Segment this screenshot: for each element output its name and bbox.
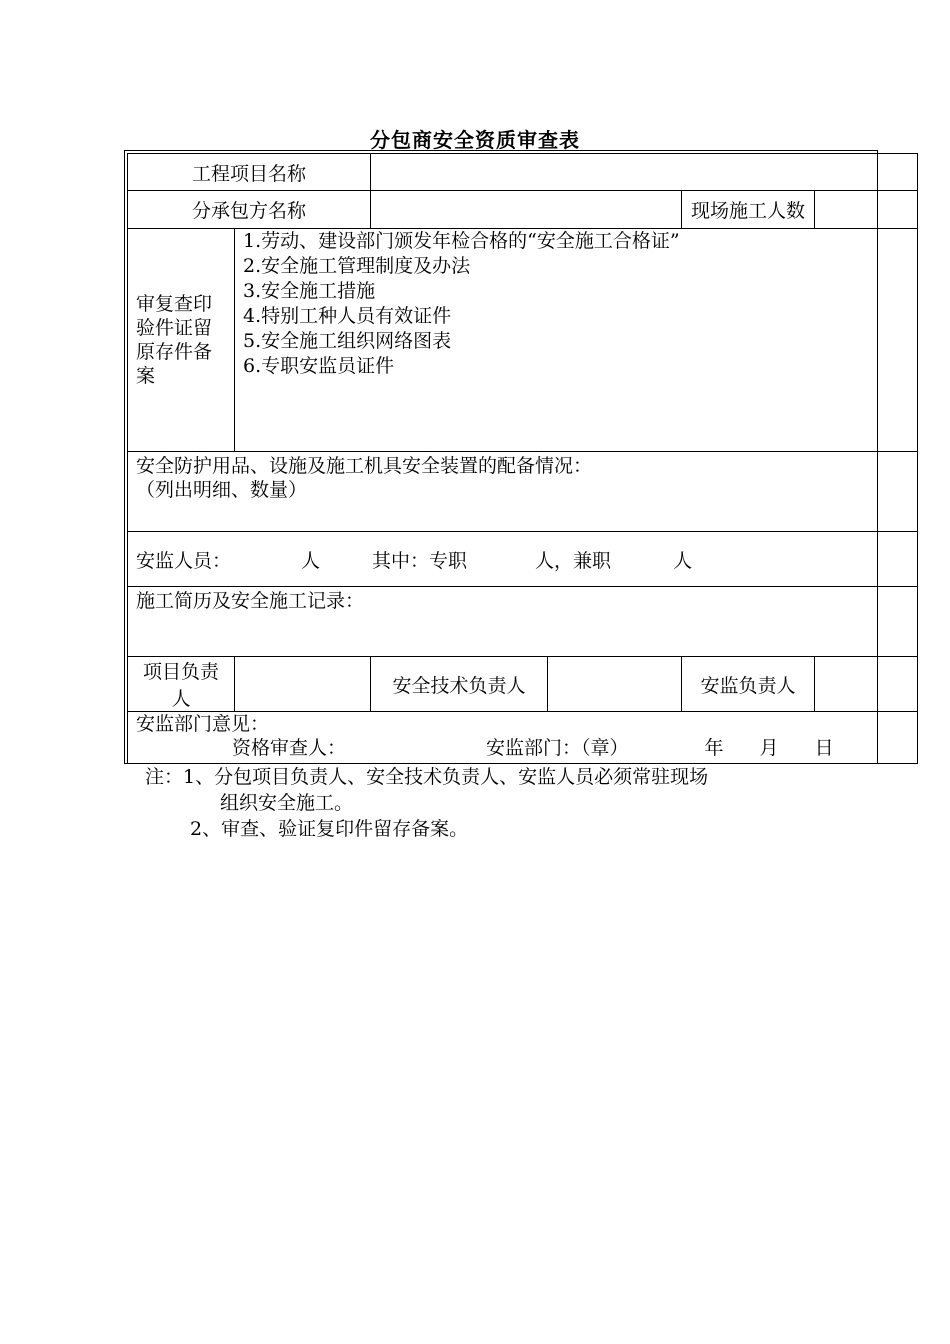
project-name-row xyxy=(128,154,918,191)
project-name-label: 工程项目名称 xyxy=(128,154,371,191)
review-item-5: 5.安全施工组织网络图表 xyxy=(243,330,452,352)
signers-row xyxy=(128,657,918,712)
project-lead-field[interactable] xyxy=(235,657,371,712)
review-item-4: 4.特别工种人员有效证件 xyxy=(243,305,452,327)
safety-lead-label: 安监负责人 xyxy=(682,657,815,712)
equipment-row xyxy=(128,452,918,532)
inspectors-fulltime-label: 其中：专职 xyxy=(372,549,468,572)
footnotes xyxy=(145,764,708,842)
project-name-field[interactable] xyxy=(371,154,918,191)
opinion-cell[interactable] xyxy=(128,712,918,764)
inspectors-label: 安监人员： xyxy=(136,549,232,572)
dept-stamp-label: 安监部门：（章） xyxy=(486,737,629,759)
subcontractor-label: 分承包方名称 xyxy=(128,191,371,229)
review-docs-label-text: 审复查印验件证留原存件备案 xyxy=(136,293,213,387)
inspectors-parttime-label: 人，兼职 xyxy=(535,549,612,572)
inspectors-cell[interactable] xyxy=(128,532,918,587)
year-label: 年 xyxy=(704,737,724,759)
history-cell[interactable] xyxy=(128,587,918,657)
note-1: 注：1、分包项目负责人、安全技术负责人、安监人员必须常驻现场 xyxy=(145,766,709,788)
equipment-note: （列出明细、数量） xyxy=(136,479,308,501)
note-1-continued: 组织安全施工。 xyxy=(220,792,354,814)
subcontractor-row xyxy=(128,191,918,229)
equipment-label: 安全防护用品、设施及施工机具安全装置的配备情况： xyxy=(136,455,593,477)
reviewer-label: 资格审查人： xyxy=(232,737,347,759)
history-row xyxy=(128,587,918,657)
review-form-table xyxy=(127,153,918,764)
opinion-label: 安监部门意见： xyxy=(136,713,270,735)
review-docs-row xyxy=(128,229,918,452)
equipment-cell[interactable] xyxy=(128,452,918,532)
review-item-6: 6.专职安监员证件 xyxy=(243,355,395,377)
inspectors-row xyxy=(128,532,918,587)
day-label: 日 xyxy=(814,737,834,759)
safety-lead-field[interactable] xyxy=(815,657,918,712)
review-docs-label xyxy=(128,229,235,452)
project-lead-label: 项目负责人 xyxy=(128,657,235,712)
form-frame xyxy=(124,150,878,764)
document-title: 分包商安全资质审查表 xyxy=(370,128,580,152)
opinion-sign-line xyxy=(136,736,913,760)
review-docs-list xyxy=(235,229,918,452)
opinion-row xyxy=(128,712,918,764)
subcontractor-field[interactable] xyxy=(371,191,682,229)
review-item-1: 1.劳动、建设部门颁发年检合格的“安全施工合格证” xyxy=(243,230,680,252)
note-2: 2、审查、验证复印件留存备案。 xyxy=(190,818,469,840)
workers-count-field[interactable] xyxy=(815,191,918,229)
month-label: 月 xyxy=(759,737,779,759)
inspectors-unit-parttime: 人 xyxy=(673,549,693,572)
tech-lead-label: 安全技术负责人 xyxy=(371,657,548,712)
inspectors-unit-total: 人 xyxy=(301,549,321,572)
review-item-2: 2.安全施工管理制度及办法 xyxy=(243,255,471,277)
history-label: 施工简历及安全施工记录： xyxy=(136,590,365,612)
workers-count-label: 现场施工人数 xyxy=(682,191,815,229)
review-item-3: 3.安全施工措施 xyxy=(243,280,376,302)
tech-lead-field[interactable] xyxy=(548,657,682,712)
